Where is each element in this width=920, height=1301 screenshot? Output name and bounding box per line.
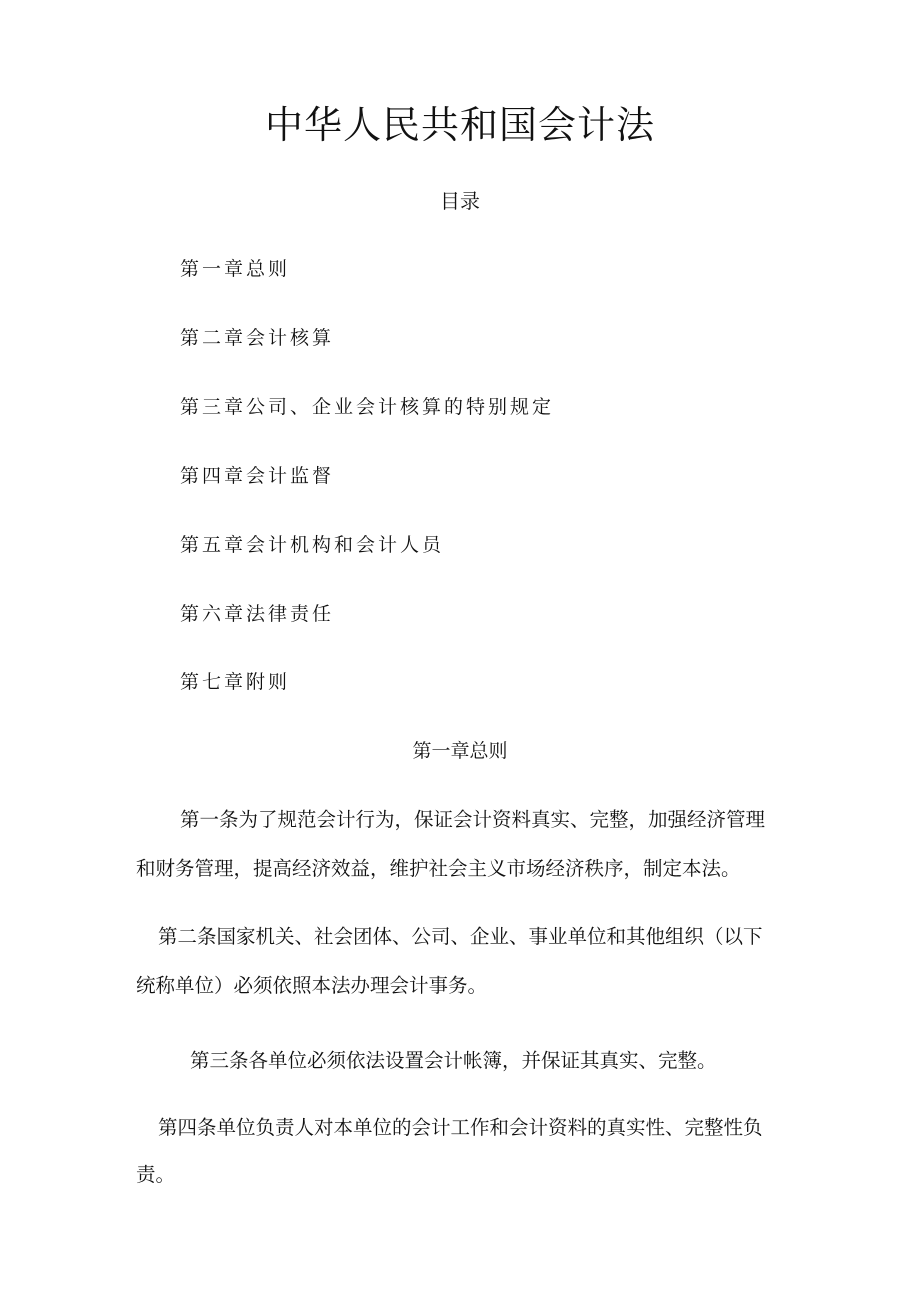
article-1-line-1: 第一条为了规范会计行为，保证会计资料真实、完整，加强经济管理 [180,808,766,831]
article-4-line-2: 责。 [136,1163,176,1186]
toc-heading: 目录 [440,189,480,213]
article-1-line-2: 和财务管理，提高经济效益，维护社会主义市场经济秩序，制定本法。 [136,857,741,880]
toc-item-chapter-7: 第七章附则 [180,671,291,693]
article-2-line-1: 第二条国家机关、社会团体、公司、企业、事业单位和其他组织（以下 [158,925,763,948]
toc-item-chapter-2: 第二章会计核算 [180,327,335,349]
chapter-1-heading: 第一章总则 [412,740,508,762]
toc-item-chapter-6: 第六章法律责任 [180,603,335,625]
toc-item-chapter-5: 第五章会计机构和会计人员 [180,534,445,556]
article-3-line-1: 第三条各单位必须依法设置会计帐簿，并保证其真实、完整。 [190,1049,717,1072]
document-title: 中华人民共和国会计法 [264,103,655,147]
toc-item-chapter-4: 第四章会计监督 [180,465,335,487]
article-4-line-1: 第四条单位负责人对本单位的会计工作和会计资料的真实性、完整性负 [158,1116,763,1139]
toc-item-chapter-3: 第三章公司、企业会计核算的特别规定 [180,396,555,418]
article-2-line-2: 统称单位）必须依照本法办理会计事务。 [136,974,488,997]
toc-item-chapter-1: 第一章总则 [180,258,291,280]
